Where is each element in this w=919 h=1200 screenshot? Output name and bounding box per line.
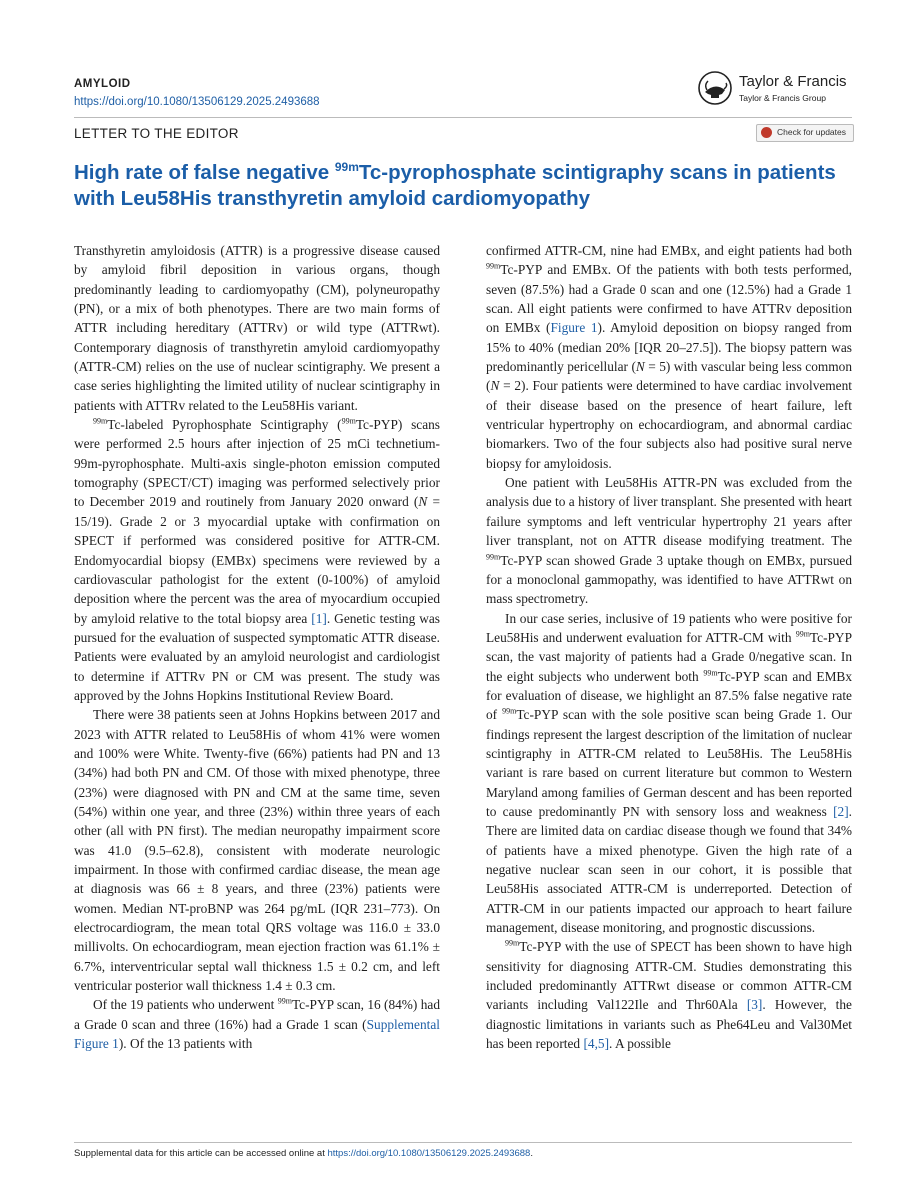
- body-column-left: [74, 241, 440, 1053]
- doi-link[interactable]: https://doi.org/10.1080/13506129.2025.2493688: [74, 96, 320, 108]
- header-divider: [74, 117, 852, 118]
- body-column-right: [486, 241, 852, 1053]
- title-superscript: 99m: [334, 160, 359, 175]
- title-part-2: Tc-pyrophosphate scintigraphy scans in patients with Leu58His transthyretin amyloid cardiomyopathy: [74, 161, 836, 210]
- paragraph: $^{99m}$Tc-PYP with the use of SPECT has been shown to have high sensitivity for diagnosing ATTR-CM. Studies demonstrating this included predominantly ATTRwt disease or common ATTR-CM variants including Val122Ile and Thr60Ala [3]. However, the diagnostic limitations in variants such as Phe64Leu and Val30Met has been reported [4,5]. A possible: [486, 938, 852, 1052]
- footer-divider: [74, 1142, 852, 1143]
- publisher-logo[interactable]: [697, 68, 852, 108]
- title-part-1: High rate of false negative: [74, 161, 335, 184]
- footnote: Supplemental data for this article can be accessed online at https://doi.org/10.1080/13506129.2025.2493688.: [74, 1148, 533, 1159]
- publisher-group: Taylor & Francis Group: [739, 93, 826, 103]
- paragraph: Transthyretin amyloidosis (ATTR) is a progressive disease caused by amyloid fibril deposition in various organs, though predominantly leading to cardiomyopathy (CM), polyneuropathy (PN), or a mix of both phenotypes. There are two main forms of ATTR including hereditary (ATTRv) or wild type (ATTRwt). Contemporary diagnosis of transthyretin amyloid cardiomyopathy (ATTR-CM) relies on the use of nuclear scintigraphy. We present a case series highlighting the limited utility of nuclear scintigraphy in patients with ATTRv related to the Leu58His variant.: [74, 243, 440, 413]
- citation-link[interactable]: [1]: [311, 610, 327, 626]
- paragraph: $^{99m}$Tc-labeled Pyrophosphate Scintigraphy ($^{99m}$Tc-PYP) scans were performed 2.5 hours after injection of 25 mCi technetium-99m-pyrophosphate. Multi-axis single-photon emission computed tomography (SPECT/CT) imaging was performed selectively prior to December 2019 and routinely from January 2020 onward (N = 15/19). Grade 2 or 3 myocardial uptake with confirmation on SPECT if performed was considered positive for ATTR-CM. Endomyocardial biopsy (EMBx) specimens were reviewed by a cardiovascular pathologist for the extent (0-100%) of amyloid deposition where the percent was the area of myocardium occupied by amyloid relative to the total biopsy area [1]. Genetic testing was pursued for the evaluation of suspected symptomatic ATTR disease. Patients were evaluated by an amyloid neurologist and cardiologist to determine if ATTRv PN or CM was present. The study was approved by the Johns Hopkins Institutional Review Board.: [74, 416, 441, 703]
- footnote-doi-link[interactable]: https://doi.org/10.1080/13506129.2025.2493688: [327, 1148, 531, 1159]
- citation-link[interactable]: [4,5]: [583, 1036, 610, 1052]
- citation-link[interactable]: [2]: [833, 803, 849, 819]
- paragraph: confirmed ATTR-CM, nine had EMBx, and eight patients had both $^{99m}$Tc-PYP and EMBx. Of the patients with both tests performed, seven (87.5%) had a Grade 0 scan and one (12.5%) had a Grade 1 scan. All eight patients were confirmed to have ATTRv deposition on EMBx (Figure 1). Amyloid deposition on biopsy ranged from 15% to 40% (median 20% [IQR 20–27.5]). The biopsy pattern was predominantly pericellular (N = 5) with vascular being less common (N = 2). Four patients were determined to have cardiac involvement of their disease based on the presence of heart failure, left ventricular hypertrophy on echocardiogram, and abnormal cardiac biomarkers. Two of the four subjects also had positive sural nerve biopsy for amyloidosis.: [486, 243, 853, 471]
- paragraph: In our case series, inclusive of 19 patients who were positive for Leu58His and underwent evaluation for ATTR-CM with $^{99m}$Tc-PYP scan, the vast majority of patients had a Grade 0/negative scan. In the eight subjects who underwent both $^{99m}$Tc-PYP scan and EMBx for evaluation of disease, we highlight an 87.5% false negative rate of $^{99m}$Tc-PYP scan with the sole positive scan being Grade 1. Our findings represent the largest description of the limitation of nuclear scintigraphy in ATTR-CM related to Leu58His. The Leu58His variant is rare based on current literature but common to Western Maryland among families of German descent and has been reported to cause predominantly PN with sensory loss and weakness [2]. There are limited data on cardiac disease though we found that 34% of patients have a mixed phenotype. Given the high rate of a negative nuclear scan seen in our cohort, it is possible that Leu58His associated ATTR-CM is underreported. Detection of ATTR-CM in our patients impacted our approach to heart failure management, disease monitoring, and prognostic discussions.: [486, 610, 852, 936]
- publisher-name: Taylor & Francis: [739, 73, 847, 90]
- section-label: LETTER TO THE EDITOR: [74, 126, 239, 141]
- article-title: [74, 160, 854, 212]
- citation-link[interactable]: [3]: [746, 997, 763, 1013]
- check-for-updates-label: Check for updates: [777, 127, 846, 137]
- check-for-updates-button[interactable]: [756, 124, 854, 142]
- oil-lamp-icon: [697, 70, 733, 106]
- paragraph: One patient with Leu58His ATTR-PN was excluded from the analysis due to a history of liver transplant. She presented with heart failure symptoms and left ventricular hypertrophy 21 years after liver transplant, not on ATTR disease modifying treatment. The $^{99m}$Tc-PYP scan showed Grade 3 uptake though on EMBx, pursued for a monoclonal gammopathy, was identified to have ATTRwt on mass spectrometry.: [486, 475, 852, 607]
- paragraph: Of the 19 patients who underwent $^{99m}$Tc-PYP scan, 16 (84%) had a Grade 0 scan and three (16%) had a Grade 1 scan (Supplemental Figure 1). Of the 13 patients with: [74, 996, 441, 1052]
- paragraph: There were 38 patients seen at Johns Hopkins between 2017 and 2023 with ATTR related to Leu58His of whom 41% were women and 100% were White. Twenty-five (66%) patients had PN and 13 (34%) had both PN and CM. Of those with mixed phenotype, three (23%) were diagnosed with PN and CM at the same time, seven (54%) within one year, and three (23%) within three years of each other (all with PN first). The median neuropathy impairment score was 41.0 (9.5–62.8), consistent with moderate neurologic impairment. In those with confirmed cardiac disease, the mean age at diagnosis was 66 ± 8 years, and three (23%) patients were women. Median NT-proBNP was 264 pg/mL (IQR 231–773). On electrocardiogram, the mean total QRS voltage was 116.0 ± 33.0 millivolts. On echocardiogram, mean ejection fraction was 61.1% ± 6.7%, interventricular septal wall thickness 1.5 ± 0.2 cm, and left ventricular posterior wall thickness 1.4 ± 0.3 cm.: [74, 707, 440, 994]
- journal-name: AMYLOID: [74, 78, 131, 90]
- supplemental-figure-link[interactable]: Supplemental Figure 1: [74, 1016, 440, 1052]
- update-badge-icon: [761, 127, 772, 138]
- figure-link[interactable]: Figure 1: [550, 320, 598, 336]
